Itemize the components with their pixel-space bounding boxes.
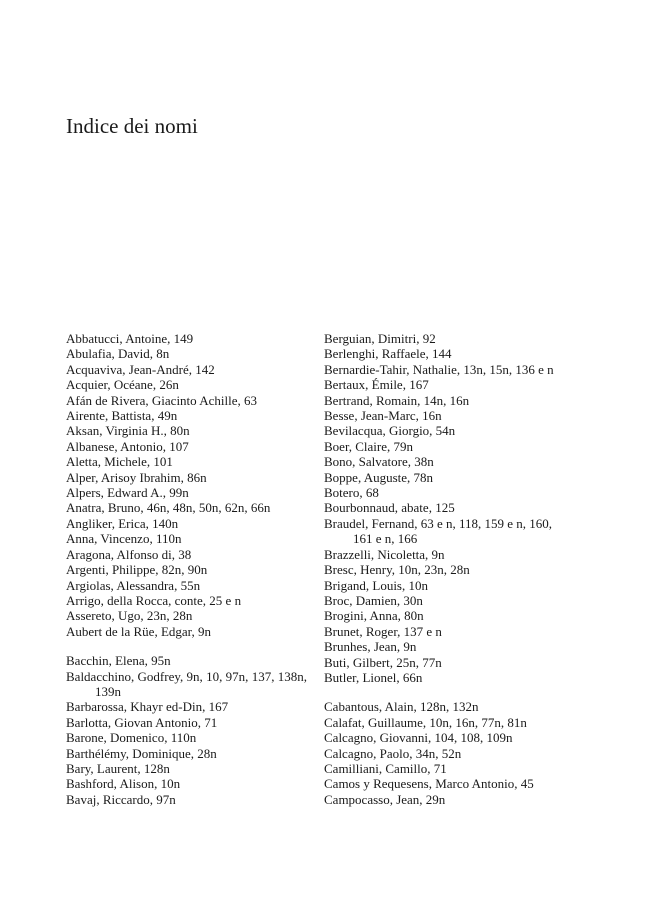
index-entry: Argenti, Philippe, 82n, 90n bbox=[66, 562, 208, 578]
index-entry: Campocasso, Jean, 29n bbox=[324, 791, 446, 807]
index-entry: Boer, Claire, 79n bbox=[324, 438, 414, 454]
page-title: Indice dei nomi bbox=[66, 114, 198, 138]
index-entry: Barone, Domenico, 110n bbox=[66, 730, 197, 746]
index-entry: Anatra, Bruno, 46n, 48n, 50n, 62n, 66n bbox=[66, 500, 271, 516]
index-entry: Broc, Damien, 30n bbox=[324, 592, 423, 608]
index-entry: Barthélémy, Dominique, 28n bbox=[66, 745, 217, 761]
index-entry: Acquaviva, Jean-André, 142 bbox=[66, 361, 215, 377]
index-column-left bbox=[66, 331, 307, 807]
index-entry: Aletta, Michele, 101 bbox=[66, 454, 173, 470]
index-entry: Bresc, Henry, 10n, 23n, 28n bbox=[324, 562, 470, 578]
index-entry: Assereto, Ugo, 23n, 28n bbox=[66, 608, 193, 624]
index-entry: Buti, Gilbert, 25n, 77n bbox=[324, 654, 442, 670]
index-entry: Boppe, Auguste, 78n bbox=[324, 469, 434, 485]
index-entry: Arrigo, della Rocca, conte, 25 e n bbox=[66, 592, 242, 608]
index-entry: Aubert de la Rüe, Edgar, 9n bbox=[66, 623, 211, 639]
index-entry: Bernardie-Tahir, Nathalie, 13n, 15n, 136 e n bbox=[324, 361, 554, 377]
index-entry: Angliker, Erica, 140n bbox=[66, 515, 179, 531]
index-entry: Calcagno, Paolo, 34n, 52n bbox=[324, 745, 462, 761]
index-entry: Braudel, Fernand, 63 e n, 118, 159 e n, 160, 161 e n, 166 bbox=[324, 515, 553, 547]
index-entry: Camilliani, Camillo, 71 bbox=[324, 760, 447, 776]
index-entry: Afán de Rivera, Giacinto Achille, 63 bbox=[66, 392, 257, 408]
index-entry: Cabantous, Alain, 128n, 132n bbox=[324, 699, 479, 715]
index-entry: Botero, 68 bbox=[324, 485, 379, 501]
index-entry: Bertrand, Romain, 14n, 16n bbox=[324, 392, 470, 408]
index-entry: Anna, Vincenzo, 110n bbox=[66, 531, 182, 547]
index-entry: Bono, Salvatore, 38n bbox=[324, 454, 434, 470]
index-entry: Butler, Lionel, 66n bbox=[324, 669, 423, 685]
index-entry: Bertaux, Émile, 167 bbox=[324, 377, 429, 393]
index-entry: Aksan, Virginia H., 80n bbox=[66, 423, 190, 439]
index-entry: Brunet, Roger, 137 e n bbox=[324, 623, 442, 639]
index-entry: Alper, Arisoy Ibrahim, 86n bbox=[66, 469, 207, 485]
index-column-right bbox=[324, 331, 574, 807]
index-entry: Brogini, Anna, 80n bbox=[324, 608, 424, 624]
index-entry: Calcagno, Giovanni, 104, 108, 109n bbox=[324, 730, 513, 746]
index-entry: Besse, Jean-Marc, 16n bbox=[324, 408, 442, 424]
index-entry: Berguian, Dimitri, 92 bbox=[324, 331, 436, 346]
index-entry: Camos y Requesens, Marco Antonio, 45 bbox=[324, 776, 534, 792]
index-entry: Albanese, Antonio, 107 bbox=[66, 438, 189, 454]
index-entry: Barlotta, Giovan Antonio, 71 bbox=[66, 714, 218, 730]
index-entry: Airente, Battista, 49n bbox=[66, 408, 178, 424]
index-entry: Bary, Laurent, 128n bbox=[66, 760, 170, 776]
index-entry: Calafat, Guillaume, 10n, 16n, 77n, 81n bbox=[324, 714, 527, 730]
index-entry: Abulafia, David, 8n bbox=[66, 346, 170, 362]
index-entry: Abbatucci, Antoine, 149 bbox=[66, 331, 194, 346]
index-entry: Argiolas, Alessandra, 55n bbox=[66, 577, 201, 593]
index-entry: Bavaj, Riccardo, 97n bbox=[66, 791, 176, 807]
index-entry: Baldacchino, Godfrey, 9n, 10, 97n, 137, 138n, 139n bbox=[66, 668, 307, 699]
letter-group-gap bbox=[66, 639, 307, 653]
letter-group-gap bbox=[324, 685, 574, 699]
index-entry: Bacchin, Elena, 95n bbox=[66, 653, 171, 669]
index-entry: Bourbonnaud, abate, 125 bbox=[324, 500, 455, 516]
index-entry: Bashford, Alison, 10n bbox=[66, 776, 181, 792]
index-entry: Brazzelli, Nicoletta, 9n bbox=[324, 546, 445, 562]
index-entry: Alpers, Edward A., 99n bbox=[66, 485, 189, 501]
index-entry: Brigand, Louis, 10n bbox=[324, 577, 428, 593]
index-entry: Acquier, Océane, 26n bbox=[66, 377, 179, 393]
index-entry: Berlenghi, Raffaele, 144 bbox=[324, 346, 452, 362]
index-entry: Brunhes, Jean, 9n bbox=[324, 639, 417, 655]
index-entry: Barbarossa, Khayr ed-Din, 167 bbox=[66, 699, 229, 715]
index-entry: Aragona, Alfonso di, 38 bbox=[66, 546, 192, 562]
index-entry: Bevilacqua, Giorgio, 54n bbox=[324, 423, 456, 439]
